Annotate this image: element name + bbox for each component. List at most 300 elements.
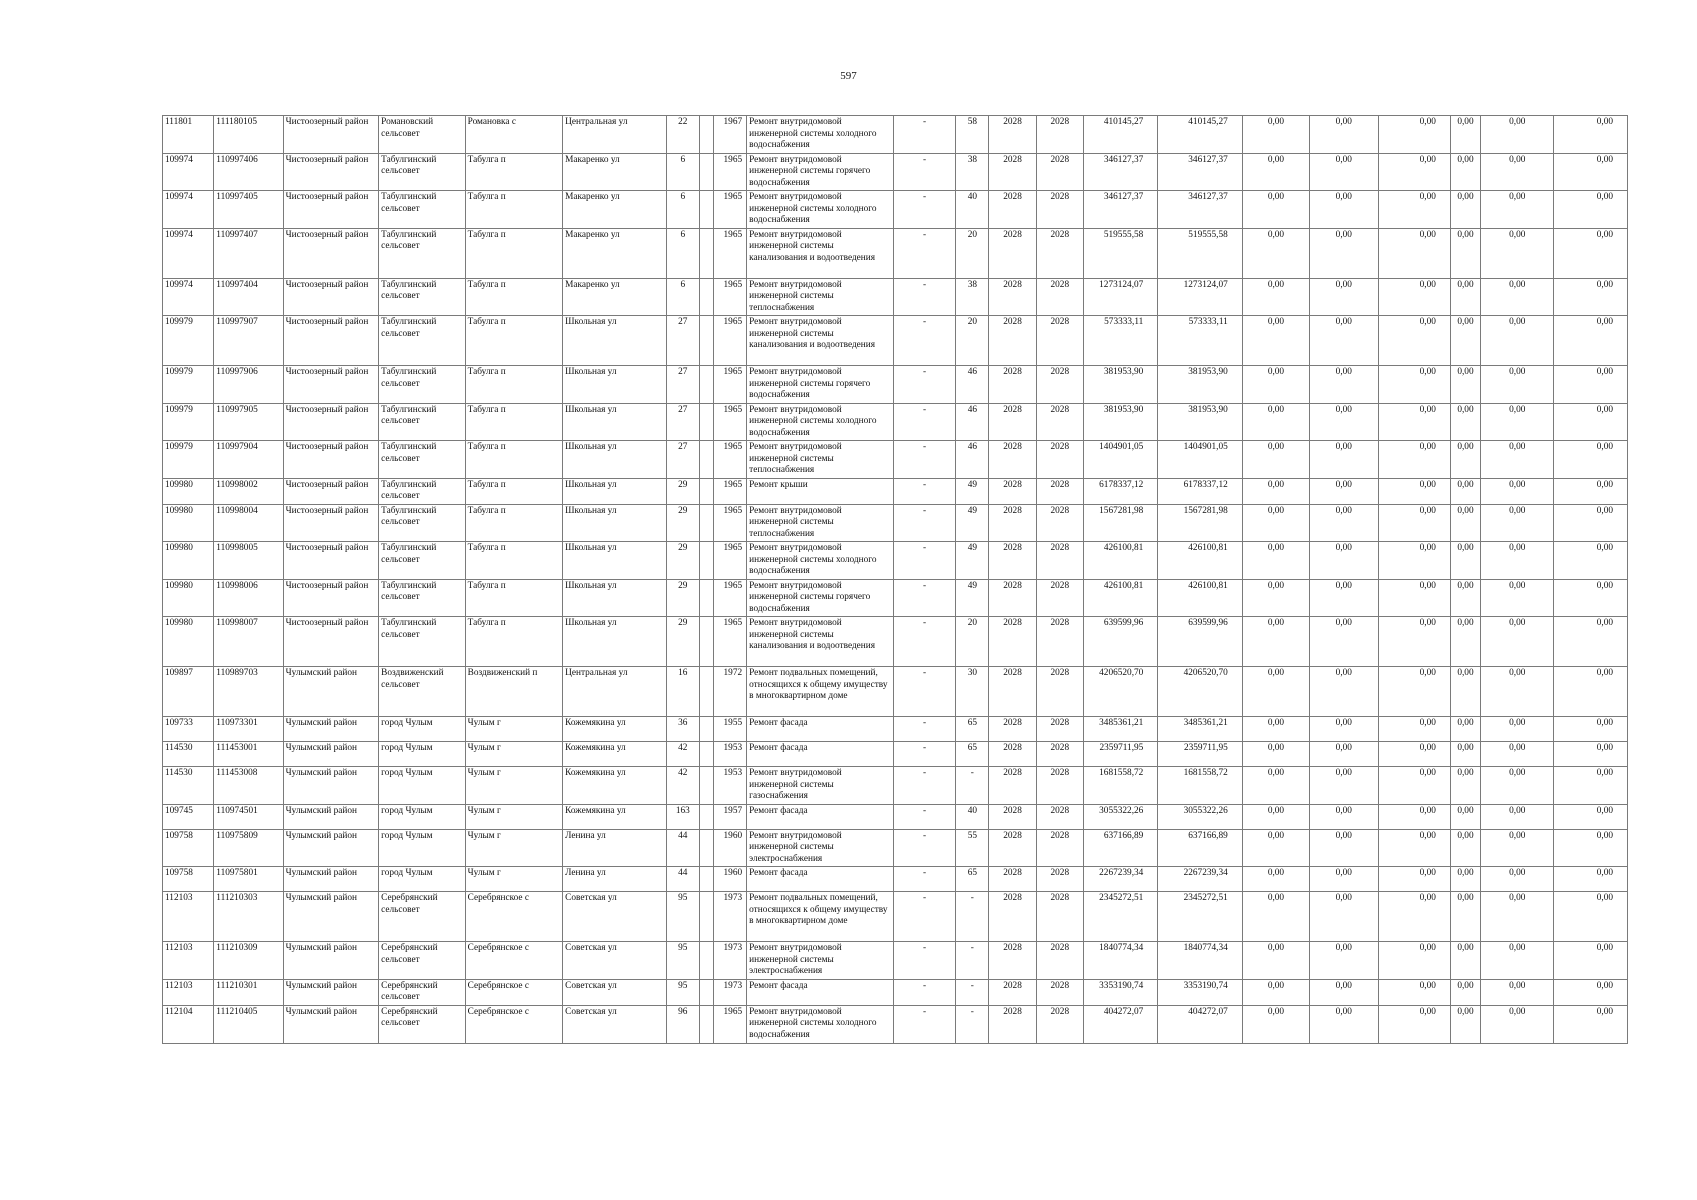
- cell-work-type: Ремонт фасада: [747, 742, 894, 767]
- cell-settlement: Табулга п: [465, 316, 563, 366]
- cell-municipality: город Чулым: [379, 767, 465, 805]
- cell-work-id: 110997907: [214, 316, 283, 366]
- cell-work-type: Ремонт подвальных помещений, относящихся к общему имуществу в многоквартирном доме: [747, 667, 894, 717]
- cell-col-blank: -: [893, 278, 955, 316]
- cell-fund-1: 0,00: [1242, 116, 1309, 154]
- cell-work-id: 110997904: [214, 441, 283, 479]
- cell-house-letter: [699, 478, 713, 504]
- cell-work-type: Ремонт фасада: [747, 979, 894, 1005]
- cell-fund-3: 0,00: [1378, 542, 1450, 580]
- cell-fund-4: 0,00: [1450, 1005, 1480, 1043]
- cell-fund-5: 0,00: [1481, 278, 1554, 316]
- cell-fund-4: 0,00: [1450, 829, 1480, 867]
- cell-municipality: Табулгинский сельсовет: [379, 191, 465, 229]
- cell-year-start: 2028: [989, 829, 1036, 867]
- cell-street: Макаренко ул: [563, 191, 667, 229]
- cell-fund-1: 0,00: [1242, 504, 1309, 542]
- cell-fund-3: 0,00: [1378, 1005, 1450, 1043]
- cell-fund-4: 0,00: [1450, 667, 1480, 717]
- cell-house-letter: [699, 804, 713, 829]
- cell-street: Школьная ул: [563, 403, 667, 441]
- cell-cost-total: 6178337,12: [1083, 478, 1157, 504]
- cell-wear-percent: 55: [956, 829, 989, 867]
- cell-cost-total: 2267239,34: [1083, 867, 1157, 892]
- cell-cost-total: 381953,90: [1083, 403, 1157, 441]
- cell-fund-1: 0,00: [1242, 478, 1309, 504]
- cell-settlement: Табулга п: [465, 366, 563, 404]
- cell-build-year: 1965: [713, 316, 746, 366]
- cell-fund-5: 0,00: [1481, 804, 1554, 829]
- cell-fund-5: 0,00: [1481, 441, 1554, 479]
- cell-work-type: Ремонт внутридомовой инженерной системы электроснабжения: [747, 829, 894, 867]
- cell-cost-funds: 2345272,51: [1158, 892, 1242, 942]
- cell-street: Ленина ул: [563, 829, 667, 867]
- cell-fund-6: 0,00: [1554, 278, 1628, 316]
- cell-year-end: 2028: [1036, 366, 1083, 404]
- cell-district: Чулымский район: [283, 942, 379, 980]
- cell-fund-5: 0,00: [1481, 478, 1554, 504]
- cell-district: Чистоозерный район: [283, 316, 379, 366]
- cell-municipality: город Чулым: [379, 829, 465, 867]
- cell-col-blank: -: [893, 153, 955, 191]
- cell-street: Макаренко ул: [563, 153, 667, 191]
- cell-fund-5: 0,00: [1481, 366, 1554, 404]
- cell-fund-1: 0,00: [1242, 717, 1309, 742]
- table-row: [163, 942, 1628, 980]
- cell-cost-funds: 2267239,34: [1158, 867, 1242, 892]
- cell-settlement: Чулым г: [465, 829, 563, 867]
- cell-fund-3: 0,00: [1378, 116, 1450, 154]
- cell-fund-2: 0,00: [1310, 867, 1378, 892]
- cell-settlement: Табулга п: [465, 617, 563, 667]
- cell-wear-percent: 49: [956, 478, 989, 504]
- cell-fund-3: 0,00: [1378, 767, 1450, 805]
- cell-cost-total: 3485361,21: [1083, 717, 1157, 742]
- cell-work-id: 110998007: [214, 617, 283, 667]
- cell-house-letter: [699, 316, 713, 366]
- cell-fund-6: 0,00: [1554, 316, 1628, 366]
- cell-col-blank: -: [893, 979, 955, 1005]
- cell-district: Чулымский район: [283, 742, 379, 767]
- cell-build-year: 1965: [713, 617, 746, 667]
- cell-district: Чистоозерный район: [283, 191, 379, 229]
- cell-district: Чистоозерный район: [283, 478, 379, 504]
- cell-house-letter: [699, 742, 713, 767]
- cell-col-blank: -: [893, 504, 955, 542]
- cell-build-year: 1965: [713, 278, 746, 316]
- cell-year-end: 2028: [1036, 153, 1083, 191]
- cell-cost-funds: 1840774,34: [1158, 942, 1242, 980]
- cell-fund-5: 0,00: [1481, 979, 1554, 1005]
- cell-cost-funds: 404272,07: [1158, 1005, 1242, 1043]
- cell-district: Чистоозерный район: [283, 278, 379, 316]
- cell-work-id: 111453001: [214, 742, 283, 767]
- cell-district: Чистоозерный район: [283, 228, 379, 278]
- table-row: [163, 403, 1628, 441]
- cell-cost-total: 3353190,74: [1083, 979, 1157, 1005]
- cell-fund-2: 0,00: [1310, 116, 1378, 154]
- cell-work-type: Ремонт фасада: [747, 717, 894, 742]
- cell-cost-funds: 426100,81: [1158, 542, 1242, 580]
- cell-col-blank: -: [893, 366, 955, 404]
- cell-fund-2: 0,00: [1310, 191, 1378, 229]
- cell-object-id: 109974: [163, 191, 214, 229]
- cell-municipality: город Чулым: [379, 804, 465, 829]
- cell-object-id: 112103: [163, 979, 214, 1005]
- cell-work-type: Ремонт крыши: [747, 478, 894, 504]
- cell-street: Центральная ул: [563, 667, 667, 717]
- cell-fund-4: 0,00: [1450, 366, 1480, 404]
- cell-fund-6: 0,00: [1554, 116, 1628, 154]
- cell-work-type: Ремонт внутридомовой инженерной системы холодного водоснабжения: [747, 191, 894, 229]
- cell-build-year: 1965: [713, 504, 746, 542]
- cell-build-year: 1965: [713, 228, 746, 278]
- cell-year-end: 2028: [1036, 1005, 1083, 1043]
- cell-house-letter: [699, 1005, 713, 1043]
- cell-settlement: Табулга п: [465, 441, 563, 479]
- cell-fund-6: 0,00: [1554, 742, 1628, 767]
- cell-house-number: 163: [666, 804, 699, 829]
- cell-municipality: Табулгинский сельсовет: [379, 316, 465, 366]
- cell-work-id: 111210301: [214, 979, 283, 1005]
- cell-municipality: Романовский сельсовет: [379, 116, 465, 154]
- cell-object-id: 112103: [163, 892, 214, 942]
- cell-wear-percent: 40: [956, 804, 989, 829]
- cell-house-letter: [699, 942, 713, 980]
- cell-settlement: Табулга п: [465, 278, 563, 316]
- cell-fund-5: 0,00: [1481, 579, 1554, 617]
- cell-work-type: Ремонт внутридомовой инженерной системы канализования и водоотведения: [747, 316, 894, 366]
- cell-street: Школьная ул: [563, 542, 667, 580]
- cell-build-year: 1973: [713, 942, 746, 980]
- cell-object-id: 109979: [163, 403, 214, 441]
- cell-cost-total: 426100,81: [1083, 542, 1157, 580]
- cell-col-blank: -: [893, 1005, 955, 1043]
- cell-fund-6: 0,00: [1554, 228, 1628, 278]
- cell-municipality: город Чулым: [379, 742, 465, 767]
- cell-fund-6: 0,00: [1554, 403, 1628, 441]
- cell-cost-total: 637166,89: [1083, 829, 1157, 867]
- cell-year-start: 2028: [989, 504, 1036, 542]
- cell-year-start: 2028: [989, 979, 1036, 1005]
- cell-build-year: 1967: [713, 116, 746, 154]
- cell-work-type: Ремонт внутридомовой инженерной системы теплоснабжения: [747, 278, 894, 316]
- cell-fund-1: 0,00: [1242, 441, 1309, 479]
- cell-build-year: 1957: [713, 804, 746, 829]
- cell-fund-2: 0,00: [1310, 1005, 1378, 1043]
- cell-house-letter: [699, 979, 713, 1005]
- cell-work-id: 110997405: [214, 191, 283, 229]
- cell-fund-3: 0,00: [1378, 316, 1450, 366]
- table-row: [163, 478, 1628, 504]
- cell-year-start: 2028: [989, 316, 1036, 366]
- cell-fund-1: 0,00: [1242, 191, 1309, 229]
- cell-fund-1: 0,00: [1242, 228, 1309, 278]
- cell-work-id: 111453008: [214, 767, 283, 805]
- cell-fund-4: 0,00: [1450, 316, 1480, 366]
- cell-street: Ленина ул: [563, 867, 667, 892]
- cell-wear-percent: -: [956, 892, 989, 942]
- cell-object-id: 109974: [163, 153, 214, 191]
- cell-year-start: 2028: [989, 191, 1036, 229]
- cell-year-start: 2028: [989, 478, 1036, 504]
- cell-work-id: 110998006: [214, 579, 283, 617]
- cell-fund-6: 0,00: [1554, 478, 1628, 504]
- cell-fund-3: 0,00: [1378, 504, 1450, 542]
- cell-cost-funds: 3485361,21: [1158, 717, 1242, 742]
- cell-house-letter: [699, 667, 713, 717]
- cell-house-number: 29: [666, 617, 699, 667]
- cell-street: Макаренко ул: [563, 228, 667, 278]
- cell-fund-6: 0,00: [1554, 892, 1628, 942]
- cell-settlement: Воздвиженский п: [465, 667, 563, 717]
- cell-object-id: 109980: [163, 504, 214, 542]
- cell-street: Школьная ул: [563, 316, 667, 366]
- table-row: [163, 278, 1628, 316]
- cell-municipality: город Чулым: [379, 717, 465, 742]
- cell-fund-4: 0,00: [1450, 403, 1480, 441]
- cell-wear-percent: 49: [956, 579, 989, 617]
- cell-build-year: 1965: [713, 153, 746, 191]
- cell-object-id: 109980: [163, 478, 214, 504]
- cell-wear-percent: 38: [956, 278, 989, 316]
- cell-fund-3: 0,00: [1378, 667, 1450, 717]
- cell-municipality: Серебрянский сельсовет: [379, 942, 465, 980]
- cell-fund-5: 0,00: [1481, 316, 1554, 366]
- cell-work-id: 110975801: [214, 867, 283, 892]
- cell-house-number: 95: [666, 892, 699, 942]
- cell-street: Центральная ул: [563, 116, 667, 154]
- cell-fund-2: 0,00: [1310, 579, 1378, 617]
- cell-year-start: 2028: [989, 942, 1036, 980]
- cell-fund-3: 0,00: [1378, 829, 1450, 867]
- cell-fund-1: 0,00: [1242, 667, 1309, 717]
- cell-fund-6: 0,00: [1554, 617, 1628, 667]
- cell-cost-total: 404272,07: [1083, 1005, 1157, 1043]
- cell-house-number: 95: [666, 942, 699, 980]
- cell-street: Советская ул: [563, 892, 667, 942]
- cell-wear-percent: -: [956, 979, 989, 1005]
- cell-fund-6: 0,00: [1554, 717, 1628, 742]
- cell-fund-4: 0,00: [1450, 153, 1480, 191]
- cell-year-end: 2028: [1036, 478, 1083, 504]
- cell-fund-1: 0,00: [1242, 278, 1309, 316]
- cell-work-type: Ремонт фасада: [747, 804, 894, 829]
- cell-street: Кожемякина ул: [563, 804, 667, 829]
- cell-house-letter: [699, 278, 713, 316]
- cell-fund-3: 0,00: [1378, 892, 1450, 942]
- cell-cost-funds: 3055322,26: [1158, 804, 1242, 829]
- cell-municipality: Табулгинский сельсовет: [379, 153, 465, 191]
- cell-year-start: 2028: [989, 1005, 1036, 1043]
- cell-fund-6: 0,00: [1554, 804, 1628, 829]
- cell-build-year: 1953: [713, 767, 746, 805]
- cell-work-id: 110997906: [214, 366, 283, 404]
- cell-fund-1: 0,00: [1242, 617, 1309, 667]
- cell-fund-6: 0,00: [1554, 191, 1628, 229]
- cell-object-id: 112103: [163, 942, 214, 980]
- cell-fund-5: 0,00: [1481, 742, 1554, 767]
- cell-fund-3: 0,00: [1378, 942, 1450, 980]
- cell-fund-5: 0,00: [1481, 767, 1554, 805]
- cell-fund-2: 0,00: [1310, 504, 1378, 542]
- cell-cost-total: 1840774,34: [1083, 942, 1157, 980]
- cell-fund-4: 0,00: [1450, 742, 1480, 767]
- cell-fund-3: 0,00: [1378, 742, 1450, 767]
- cell-work-id: 110997407: [214, 228, 283, 278]
- cell-build-year: 1965: [713, 191, 746, 229]
- cell-fund-1: 0,00: [1242, 942, 1309, 980]
- cell-fund-6: 0,00: [1554, 942, 1628, 980]
- cell-year-end: 2028: [1036, 441, 1083, 479]
- cell-district: Чистоозерный район: [283, 116, 379, 154]
- cell-work-id: 110998002: [214, 478, 283, 504]
- cell-build-year: 1973: [713, 979, 746, 1005]
- cell-work-type: Ремонт внутридомовой инженерной системы холодного водоснабжения: [747, 542, 894, 580]
- cell-wear-percent: 20: [956, 228, 989, 278]
- cell-cost-funds: 573333,11: [1158, 316, 1242, 366]
- cell-col-blank: -: [893, 867, 955, 892]
- cell-year-start: 2028: [989, 403, 1036, 441]
- cell-work-type: Ремонт внутридомовой инженерной системы холодного водоснабжения: [747, 116, 894, 154]
- cell-object-id: 114530: [163, 742, 214, 767]
- cell-fund-1: 0,00: [1242, 767, 1309, 805]
- cell-fund-5: 0,00: [1481, 403, 1554, 441]
- cell-district: Чулымский район: [283, 717, 379, 742]
- cell-build-year: 1960: [713, 867, 746, 892]
- cell-fund-2: 0,00: [1310, 742, 1378, 767]
- cell-work-id: 110997406: [214, 153, 283, 191]
- cell-settlement: Чулым г: [465, 804, 563, 829]
- table-row: [163, 153, 1628, 191]
- cell-house-number: 44: [666, 829, 699, 867]
- cell-settlement: Табулга п: [465, 504, 563, 542]
- table-row: [163, 829, 1628, 867]
- cell-house-number: 27: [666, 441, 699, 479]
- cell-wear-percent: 46: [956, 441, 989, 479]
- cell-fund-1: 0,00: [1242, 829, 1309, 867]
- cell-wear-percent: 58: [956, 116, 989, 154]
- cell-street: Советская ул: [563, 979, 667, 1005]
- cell-cost-total: 381953,90: [1083, 366, 1157, 404]
- cell-house-number: 29: [666, 579, 699, 617]
- cell-cost-funds: 1273124,07: [1158, 278, 1242, 316]
- cell-fund-5: 0,00: [1481, 829, 1554, 867]
- cell-cost-funds: 3353190,74: [1158, 979, 1242, 1005]
- cell-cost-funds: 346127,37: [1158, 191, 1242, 229]
- cell-settlement: Романовка с: [465, 116, 563, 154]
- cell-district: Чулымский район: [283, 767, 379, 805]
- cell-object-id: 109979: [163, 316, 214, 366]
- cell-year-end: 2028: [1036, 579, 1083, 617]
- cell-house-number: 29: [666, 542, 699, 580]
- cell-house-letter: [699, 542, 713, 580]
- cell-col-blank: -: [893, 228, 955, 278]
- cell-fund-4: 0,00: [1450, 767, 1480, 805]
- cell-fund-4: 0,00: [1450, 717, 1480, 742]
- cell-municipality: Серебрянский сельсовет: [379, 979, 465, 1005]
- cell-house-number: 6: [666, 228, 699, 278]
- cell-cost-total: 426100,81: [1083, 579, 1157, 617]
- cell-cost-funds: 4206520,70: [1158, 667, 1242, 717]
- cell-fund-5: 0,00: [1481, 191, 1554, 229]
- cell-work-type: Ремонт внутридомовой инженерной системы электроснабжения: [747, 942, 894, 980]
- cell-fund-2: 0,00: [1310, 617, 1378, 667]
- table-row: [163, 617, 1628, 667]
- table-row: [163, 667, 1628, 717]
- cell-col-blank: -: [893, 942, 955, 980]
- cell-col-blank: -: [893, 191, 955, 229]
- cell-municipality: Табулгинский сельсовет: [379, 441, 465, 479]
- cell-district: Чистоозерный район: [283, 153, 379, 191]
- cell-year-start: 2028: [989, 228, 1036, 278]
- cell-fund-3: 0,00: [1378, 979, 1450, 1005]
- cell-year-start: 2028: [989, 667, 1036, 717]
- cell-settlement: Табулга п: [465, 228, 563, 278]
- cell-fund-5: 0,00: [1481, 228, 1554, 278]
- cell-fund-6: 0,00: [1554, 504, 1628, 542]
- cell-fund-6: 0,00: [1554, 542, 1628, 580]
- table-row: [163, 116, 1628, 154]
- cell-fund-6: 0,00: [1554, 153, 1628, 191]
- cell-col-blank: -: [893, 542, 955, 580]
- table-row: [163, 366, 1628, 404]
- cell-work-id: 110973301: [214, 717, 283, 742]
- cell-work-id: 110998004: [214, 504, 283, 542]
- cell-year-end: 2028: [1036, 942, 1083, 980]
- cell-cost-total: 346127,37: [1083, 153, 1157, 191]
- cell-fund-3: 0,00: [1378, 804, 1450, 829]
- cell-fund-6: 0,00: [1554, 979, 1628, 1005]
- cell-work-type: Ремонт внутридомовой инженерной системы горячего водоснабжения: [747, 366, 894, 404]
- cell-fund-4: 0,00: [1450, 278, 1480, 316]
- cell-street: Кожемякина ул: [563, 742, 667, 767]
- cell-work-type: Ремонт внутридомовой инженерной системы газоснабжения: [747, 767, 894, 805]
- cell-col-blank: -: [893, 667, 955, 717]
- cell-fund-3: 0,00: [1378, 191, 1450, 229]
- cell-year-end: 2028: [1036, 228, 1083, 278]
- cell-house-number: 29: [666, 504, 699, 542]
- cell-year-start: 2028: [989, 892, 1036, 942]
- cell-work-type: Ремонт внутридомовой инженерной системы холодного водоснабжения: [747, 1005, 894, 1043]
- cell-fund-3: 0,00: [1378, 717, 1450, 742]
- cell-district: Чулымский район: [283, 892, 379, 942]
- cell-work-type: Ремонт внутридомовой инженерной системы канализования и водоотведения: [747, 617, 894, 667]
- cell-municipality: Серебрянский сельсовет: [379, 1005, 465, 1043]
- cell-fund-1: 0,00: [1242, 366, 1309, 404]
- cell-year-start: 2028: [989, 767, 1036, 805]
- cell-fund-2: 0,00: [1310, 829, 1378, 867]
- cell-object-id: 112104: [163, 1005, 214, 1043]
- cell-fund-4: 0,00: [1450, 191, 1480, 229]
- cell-house-letter: [699, 767, 713, 805]
- cell-fund-1: 0,00: [1242, 867, 1309, 892]
- cell-municipality: Серебрянский сельсовет: [379, 892, 465, 942]
- cell-settlement: Табулга п: [465, 579, 563, 617]
- cell-district: Чистоозерный район: [283, 441, 379, 479]
- cell-build-year: 1955: [713, 717, 746, 742]
- cell-cost-total: 573333,11: [1083, 316, 1157, 366]
- cell-house-number: 22: [666, 116, 699, 154]
- cell-year-end: 2028: [1036, 316, 1083, 366]
- cell-district: Чулымский район: [283, 804, 379, 829]
- cell-year-start: 2028: [989, 867, 1036, 892]
- table-row: [163, 767, 1628, 805]
- cell-municipality: Табулгинский сельсовет: [379, 504, 465, 542]
- cell-work-type: Ремонт внутридомовой инженерной системы горячего водоснабжения: [747, 579, 894, 617]
- cell-district: Чулымский район: [283, 1005, 379, 1043]
- cell-work-id: 111210303: [214, 892, 283, 942]
